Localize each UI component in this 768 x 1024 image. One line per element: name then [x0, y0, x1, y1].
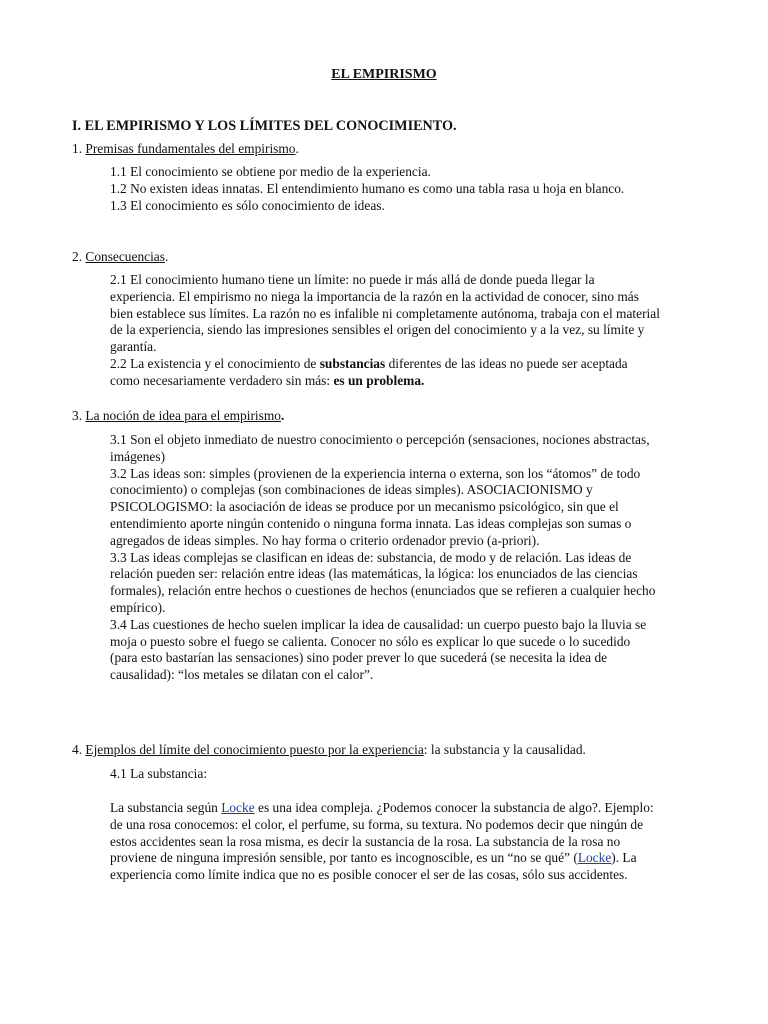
section-2-body: [110, 272, 660, 390]
paragraph-4-2: [110, 800, 660, 884]
paragraph-3-3: 3.3 Las ideas complejas se clasifican en ideas de: substancia, de modo y de relación. Las ideas de relación pueden ser: relación entre ideas (las matemáticas, la lógica: los enunciados de las ciencias formales), relación entre hechos o cuestiones de hechos (enunciados que se refieren a cualquier hecho empírico).: [110, 549, 656, 615]
paragraph-4-2-text-c: ). La experiencia como límite indica que no es posible conocer el ser de las cosas, sólo sus accidentes.: [110, 850, 637, 883]
section-1-tail: .: [295, 141, 299, 156]
paragraph-2-2-bold-substancias: substancias: [319, 355, 386, 371]
locke-link-2[interactable]: Locke: [577, 850, 612, 866]
section-4-heading: [72, 742, 586, 759]
paragraph-4-2-text-b: es una idea compleja. ¿Podemos conocer la substancia de algo?. Ejemplo: de una rosa conocemos: el color, el perfume, su forma, su textura. No podemos decir que ningún de estos accidentes sean la rosa misma, es decir la sustancia de la rosa. La substancia de la rosa no proviene de ninguna impresión sensible, por tanto es incognoscible, es un “no se qué” (: [110, 800, 654, 866]
section-2-title: Consecuencias: [85, 249, 165, 264]
paragraph-1-3: 1.3 El conocimiento es sólo conocimiento de ideas.: [110, 197, 385, 213]
locke-link-1[interactable]: Locke: [221, 800, 255, 815]
section-2-heading: [72, 249, 168, 266]
paragraph-4-2-text-a: La substancia según: [110, 800, 222, 815]
section-2-number: 2.: [72, 249, 86, 264]
paragraph-3-4: 3.4 Las cuestiones de hecho suelen implicar la idea de causalidad: un cuerpo puesto bajo la lluvia se moja o puesto sobre el fuego se calienta. Conocer no sólo es explicar lo que sucede o lo sucedido (para esto bastarían las sensaciones) sino poder prever lo que sucederá (se necesita la idea de causalidad): “los metales se dilatan con el calor”.: [110, 616, 647, 683]
section-4-subheading: 4.1 La substancia:: [110, 766, 208, 781]
section-1-title: Premisas fundamentales del empirismo: [85, 141, 296, 156]
section-4-number: 4.: [72, 742, 86, 757]
paragraph-1-1: 1.1 El conocimiento se obtiene por medio de la experiencia.: [110, 164, 431, 179]
paragraph-3-2: 3.2 Las ideas son: simples (provienen de la experiencia interna o externa, son los “átomos” de todo conocimiento) o complejas (son combinaciones de ideas simples). ASOCIACIONISMO y PSICOLOGISMO: la asociación de ideas se produce por un mecanismo psicológico, sin que el entendimiento aporte ningún contenido o ninguna forma innata. Las ideas complejas son sumas o agregados de ideas simples. No hay forma o criterio ordenador previo (a-priori).: [110, 465, 641, 548]
section-1-number: 1.: [72, 141, 86, 156]
section-4-title: Ejemplos del límite del conocimiento puesto por la experiencia: [85, 742, 424, 757]
section-2-tail: .: [164, 249, 169, 264]
section-1-body: [110, 164, 660, 214]
paragraph-2-2-text-a: 2.2 La existencia y el conocimiento de: [110, 355, 320, 371]
paragraph-2-1: 2.1 El conocimiento humano tiene un límite: no puede ir más allá de donde pueda llegar la experiencia. El empirismo no niega la importancia de la razón en la actividad de conocer, sino más bien establece sus límites. La razón no es infalible ni completamente autónoma, trabaja con el material de la experiencia, siendo las impresiones sensibles el origen del conocimiento y a la vez, su límite y garantía.: [110, 272, 660, 355]
section-4-tail: : la substancia y la causalidad.: [423, 742, 586, 757]
paragraph-2-2-text-b: diferentes de las ideas no puede ser aceptada como necesariamente verdadero sin más:: [110, 355, 628, 388]
paragraph-2-2: [110, 356, 660, 390]
section-3-number: 3.: [72, 408, 86, 423]
paragraph-3-1: 3.1 Son el objeto inmediato de nuestro conocimiento o percepción (sensaciones, nociones abstractas, imágenes): [110, 432, 650, 464]
section-3-title: La noción de idea para el empirismo: [85, 408, 281, 423]
part-heading: I. EL EMPIRISMO Y LOS LÍMITES DEL CONOCIMIENTO.: [72, 118, 457, 134]
section-3-tail: .: [280, 408, 285, 423]
document-title: EL EMPIRISMO: [331, 67, 437, 82]
section-3-body: [110, 432, 660, 684]
paragraph-2-2-bold-problema: es un problema.: [333, 372, 425, 388]
paragraph-1-2: 1.2 No existen ideas innatas. El entendimiento humano es como una tabla rasa u hoja en blanco.: [110, 180, 625, 196]
section-4-body: [110, 800, 660, 884]
section-1-heading: [72, 141, 299, 158]
section-3-heading: [72, 408, 284, 425]
